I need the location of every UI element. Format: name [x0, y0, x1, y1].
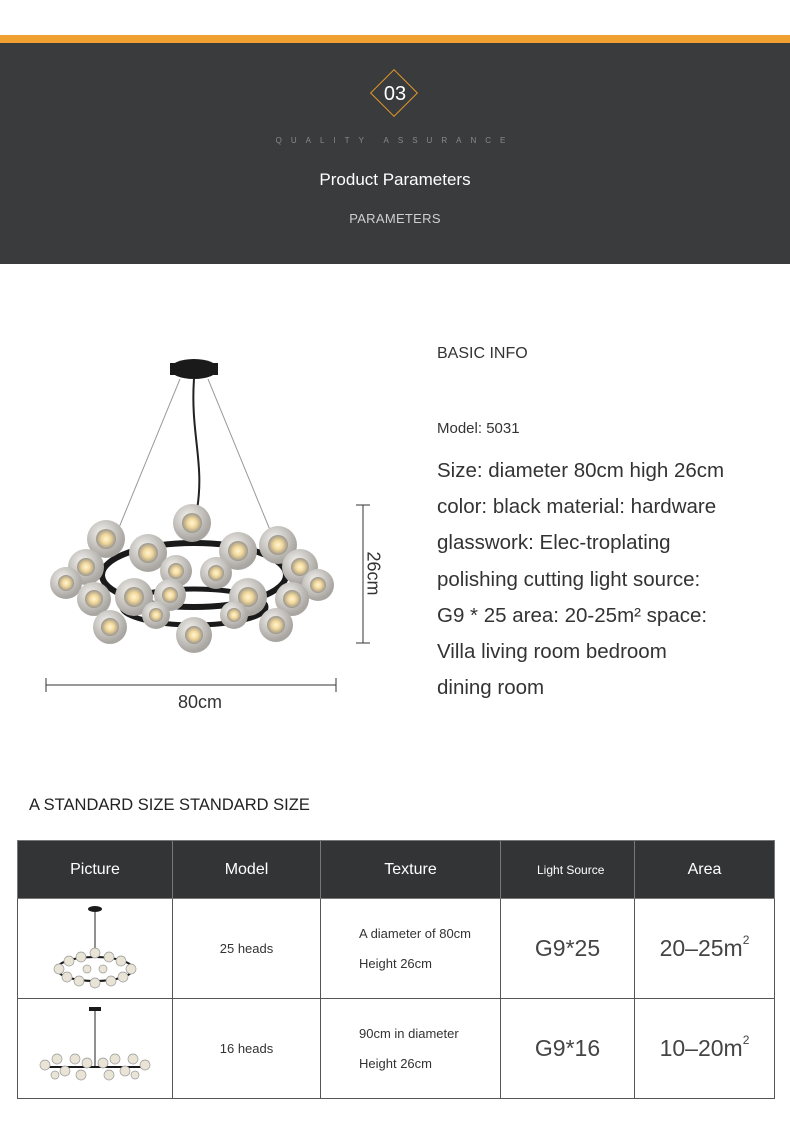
size-spec-table: [17, 840, 775, 1099]
texture-line: Height 26cm: [359, 1055, 432, 1071]
chandelier-illustration: [30, 345, 390, 725]
texture-cell: [321, 899, 501, 999]
model-number: Model: 5031: [437, 420, 520, 437]
area-unit-superscript: 2: [742, 1033, 750, 1047]
standard-size-heading: A STANDARD SIZE STANDARD SIZE: [29, 796, 310, 814]
glass-bulbs: [50, 504, 334, 653]
texture-cell: [321, 999, 501, 1099]
chandelier-16-heads-icon: [35, 1001, 155, 1091]
model-cell: 25 heads: [173, 899, 321, 999]
table-row: [18, 899, 775, 999]
section-eyebrow: QUALITY ASSURANCE: [275, 136, 515, 145]
area-value: 10–20m: [659, 1035, 743, 1061]
product-thumbnail-cell: [18, 899, 173, 999]
section-number: 03: [383, 83, 407, 105]
width-dimension-label: 80cm: [177, 692, 222, 712]
texture-line: Height 26cm: [359, 955, 432, 971]
area-cell: [635, 899, 775, 999]
area-unit-superscript: 2: [742, 933, 750, 947]
table-header-row: [18, 841, 775, 899]
column-header: Model: [173, 841, 321, 899]
top-spacer: [0, 0, 790, 35]
light-source-cell: G9*25: [501, 899, 635, 999]
section-number-badge: [371, 70, 419, 118]
height-dimension-label: 26cm: [363, 551, 384, 596]
chandelier-25-heads-icon: [45, 901, 145, 991]
column-header: Light Source: [501, 841, 635, 899]
column-header: Picture: [18, 841, 173, 899]
light-source-cell: G9*16: [501, 999, 635, 1099]
column-header: Area: [635, 841, 775, 899]
table-row: [18, 999, 775, 1099]
texture-line: A diameter of 80cm: [359, 925, 471, 941]
product-thumbnail-cell: [18, 999, 173, 1099]
column-header: Texture: [321, 841, 501, 899]
model-cell: 16 heads: [173, 999, 321, 1099]
accent-bar: [0, 35, 790, 43]
page-subtitle: PARAMETERS: [349, 211, 441, 226]
area-value: 20–25m: [659, 935, 743, 961]
product-description: Size: diameter 80cm high 26cm color: black material: hardware glasswork: Elec-troplating polishing cutting light source: G9 * 25 area: 20-25m² space: Villa living room bedroom dining room: [437, 459, 725, 700]
area-cell: [635, 999, 775, 1099]
basic-info-heading: BASIC INFO: [437, 345, 528, 362]
texture-line: 90cm in diameter: [359, 1025, 459, 1041]
page-title: Product Parameters: [319, 170, 471, 189]
